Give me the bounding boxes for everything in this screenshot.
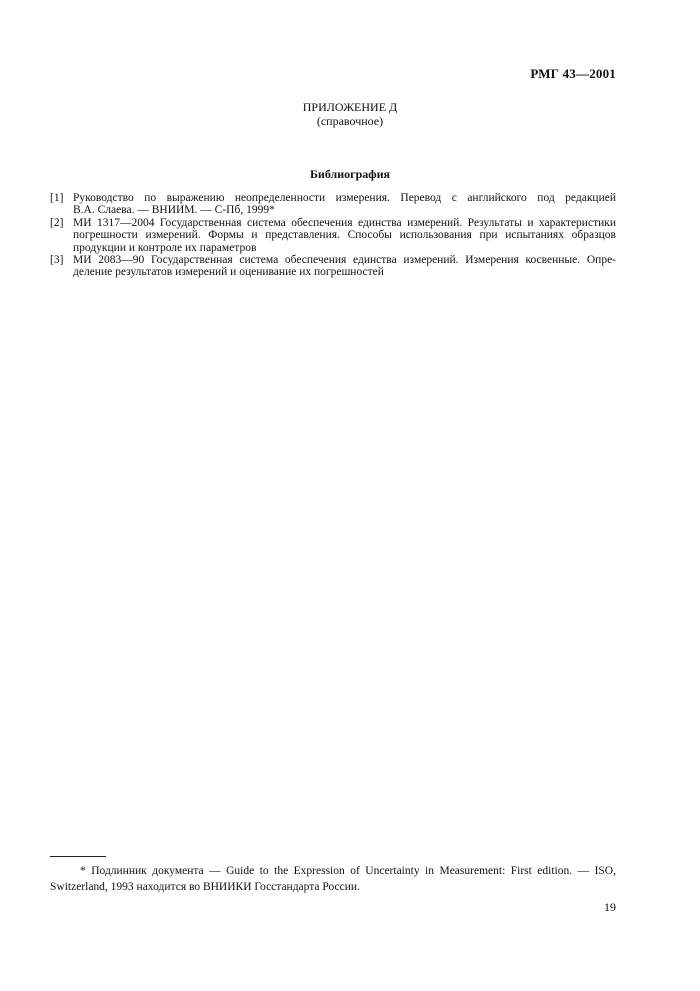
bibliography-item-number: [2]	[50, 216, 64, 229]
bibliography-item-number: [1]	[50, 192, 64, 204]
document-code: РМГ 43—2001	[530, 66, 616, 81]
footnote-line: * Подлинник документа — Guide to the Expression of Uncertainty in Measurement: First edition. — ISO,	[80, 865, 616, 877]
bibliography-item-line: Руководство по выражению неопределенности измерения. Перевод с английского под редакцией	[73, 192, 616, 204]
bibliography-list	[50, 192, 616, 279]
bibliography-item-3	[50, 254, 616, 279]
page-number: 19	[604, 900, 616, 914]
bibliography-item-line: деление результатов измерений и оценивание их погрешностей	[73, 266, 384, 279]
bibliography-item-1	[50, 192, 616, 217]
bibliography-item-number: [3]	[50, 254, 64, 267]
bibliography-item-2	[50, 217, 616, 254]
footnote-divider	[50, 856, 106, 857]
bibliography-item-line: продукции и контроле их параметров	[73, 241, 257, 254]
appendix-title: ПРИЛОЖЕНИЕ Д	[302, 100, 398, 114]
bibliography-title: Библиография	[309, 167, 391, 181]
bibliography-item-line: погрешности измерений. Формы и представления. Способы использования при испытаниях образцов	[73, 229, 616, 242]
bibliography-item-line: МИ 1317—2004 Государственная система обеспечения единства измерений. Результаты и характеристики	[73, 216, 616, 229]
bibliography-item-line: МИ 2083—90 Государственная система обеспечения единства измерений. Измерения косвенные. Опре-	[73, 254, 616, 267]
bibliography-item-line: В.А. Слаева. — ВНИИМ. — С-Пб, 1999*	[73, 204, 275, 217]
footnote-line: Switzerland, 1993 находится во ВНИИКИ Госстандарта России.	[50, 881, 360, 893]
appendix-subtitle: (справочное)	[316, 114, 384, 128]
footnote	[50, 863, 616, 895]
